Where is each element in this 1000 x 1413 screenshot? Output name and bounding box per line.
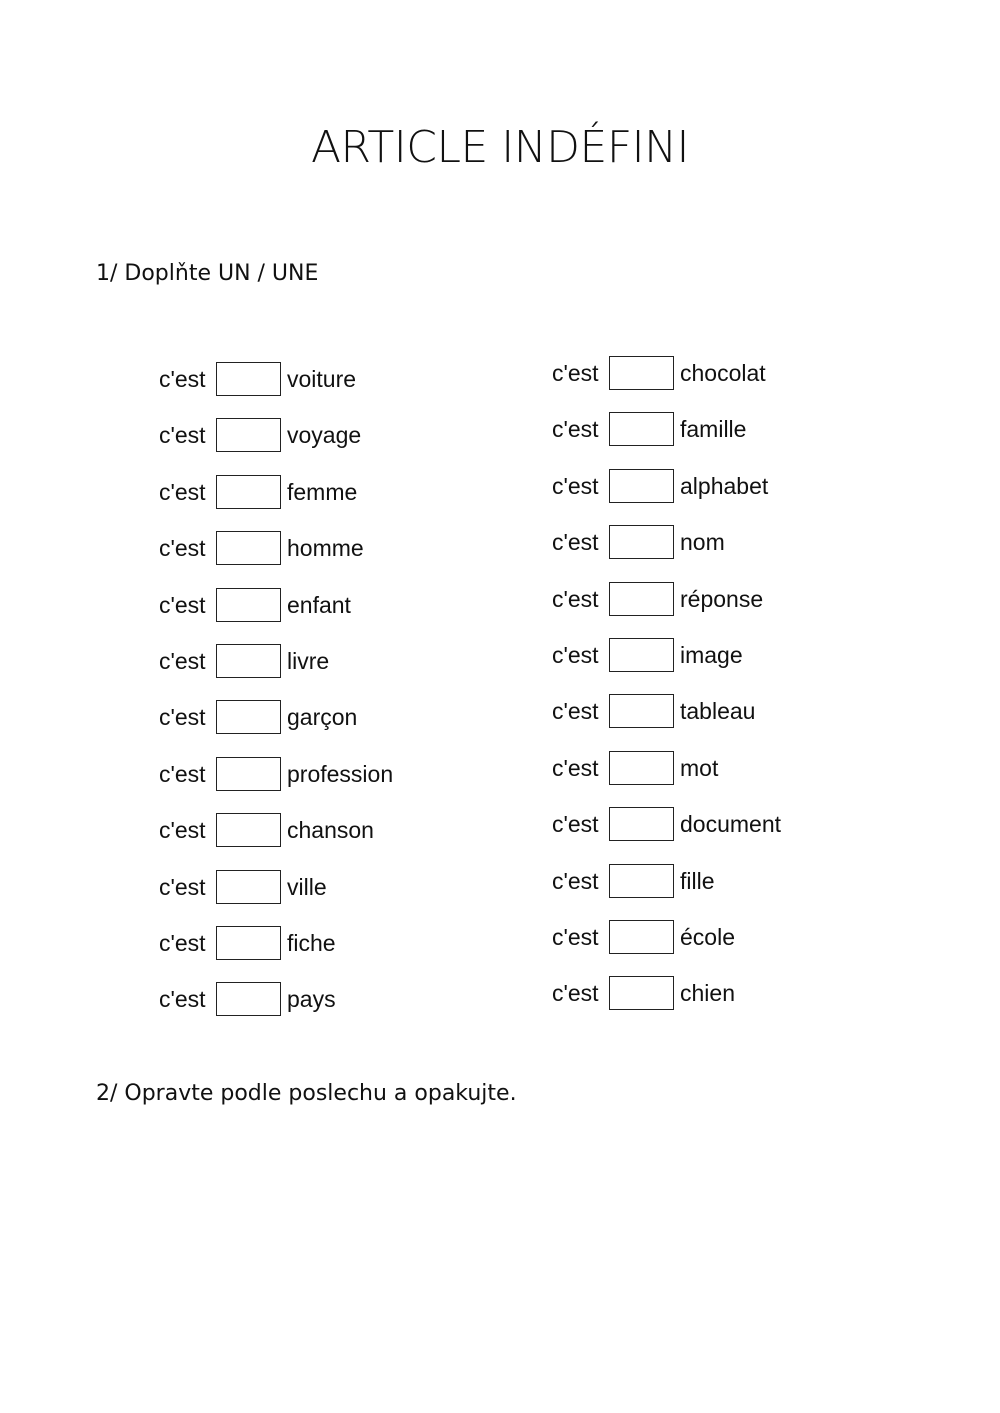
- cest-label: c'est: [159, 647, 206, 674]
- article-answer-input[interactable]: [216, 813, 281, 847]
- article-answer-input[interactable]: [216, 700, 281, 734]
- noun-label: fiche: [287, 929, 336, 956]
- cest-label: c'est: [552, 698, 599, 725]
- article-answer-input[interactable]: [609, 356, 674, 390]
- exercise-row: [552, 412, 872, 468]
- cest-label: c'est: [159, 760, 206, 787]
- exercise-row: [552, 751, 872, 807]
- exercise-row: [159, 757, 479, 813]
- article-answer-input[interactable]: [216, 418, 281, 452]
- noun-label: école: [680, 923, 735, 950]
- article-answer-input[interactable]: [216, 362, 281, 396]
- noun-label: livre: [287, 647, 330, 674]
- noun-label: voyage: [287, 422, 362, 449]
- exercise-row: [159, 531, 479, 587]
- article-answer-input[interactable]: [609, 864, 674, 898]
- article-answer-input[interactable]: [609, 469, 674, 503]
- article-answer-input[interactable]: [609, 638, 674, 672]
- cest-label: c'est: [552, 811, 599, 838]
- exercise-row: [552, 920, 872, 976]
- article-answer-input[interactable]: [216, 475, 281, 509]
- exercise-2-instruction: 2/ Opravte podle poslechu a opakujte.: [96, 1081, 517, 1106]
- cest-label: c'est: [159, 591, 206, 618]
- noun-label: chocolat: [680, 360, 766, 386]
- left-exercise-column: [159, 362, 479, 1039]
- cest-label: c'est: [552, 529, 599, 556]
- noun-label: image: [680, 641, 743, 668]
- article-answer-input[interactable]: [609, 976, 674, 1010]
- article-answer-input[interactable]: [216, 870, 281, 904]
- article-answer-input[interactable]: [216, 982, 281, 1016]
- exercise-row: [159, 475, 479, 531]
- cest-label: c'est: [159, 873, 206, 900]
- exercise-row: [552, 525, 872, 581]
- cest-label: c'est: [552, 416, 599, 443]
- noun-label: document: [680, 811, 782, 838]
- cest-label: c'est: [552, 867, 599, 894]
- cest-label: c'est: [159, 422, 206, 449]
- cest-label: c'est: [552, 923, 599, 950]
- noun-label: femme: [287, 478, 358, 505]
- article-answer-input[interactable]: [609, 412, 674, 446]
- noun-label: profession: [287, 760, 394, 787]
- noun-label: ville: [287, 873, 327, 900]
- noun-label: pays: [287, 986, 336, 1013]
- cest-label: c'est: [552, 980, 599, 1007]
- exercise-row: [159, 813, 479, 869]
- exercise-row: [552, 356, 872, 412]
- article-answer-input[interactable]: [216, 926, 281, 960]
- cest-label: c'est: [159, 478, 206, 505]
- exercise-1-instruction: 1/ Doplňte UN / UNE: [96, 261, 319, 286]
- cest-label: c'est: [159, 817, 206, 844]
- article-answer-input[interactable]: [216, 757, 281, 791]
- noun-label: fille: [680, 867, 715, 894]
- noun-label: tableau: [680, 698, 756, 725]
- article-answer-input[interactable]: [609, 525, 674, 559]
- exercise-row: [159, 644, 479, 700]
- exercise-row: [552, 469, 872, 525]
- noun-label: mot: [680, 754, 719, 781]
- cest-label: c'est: [159, 986, 206, 1013]
- cest-label: c'est: [159, 929, 206, 956]
- exercise-row: [159, 700, 479, 756]
- exercise-row: [552, 864, 872, 920]
- noun-label: enfant: [287, 591, 351, 618]
- article-answer-input[interactable]: [609, 694, 674, 728]
- right-exercise-column: [552, 356, 872, 1033]
- article-answer-input[interactable]: [216, 588, 281, 622]
- cest-label: c'est: [552, 754, 599, 781]
- noun-label: voiture: [287, 366, 357, 392]
- page-title: ARTICLE INDÉFINI: [310, 122, 690, 173]
- exercise-row: [552, 694, 872, 750]
- cest-label: c'est: [552, 641, 599, 668]
- article-answer-input[interactable]: [609, 920, 674, 954]
- cest-label: c'est: [552, 585, 599, 612]
- cest-label: c'est: [552, 360, 599, 386]
- exercise-row: [159, 926, 479, 982]
- article-answer-input[interactable]: [216, 531, 281, 565]
- noun-label: garçon: [287, 704, 358, 731]
- exercise-row: [552, 638, 872, 694]
- noun-label: famille: [680, 416, 747, 443]
- cest-label: c'est: [159, 704, 206, 731]
- exercise-row: [159, 870, 479, 926]
- exercise-row: [159, 362, 479, 418]
- article-answer-input[interactable]: [216, 644, 281, 678]
- exercise-row: [159, 418, 479, 474]
- noun-label: homme: [287, 535, 364, 562]
- cest-label: c'est: [159, 535, 206, 562]
- exercise-row: [159, 588, 479, 644]
- noun-label: alphabet: [680, 472, 769, 499]
- article-answer-input[interactable]: [609, 807, 674, 841]
- exercise-row: [552, 807, 872, 863]
- noun-label: réponse: [680, 585, 764, 612]
- article-answer-input[interactable]: [609, 582, 674, 616]
- noun-label: nom: [680, 529, 725, 556]
- exercise-row: [552, 582, 872, 638]
- exercise-row: [159, 982, 479, 1038]
- article-answer-input[interactable]: [609, 751, 674, 785]
- cest-label: c'est: [552, 472, 599, 499]
- cest-label: c'est: [159, 366, 206, 392]
- noun-label: chien: [680, 980, 735, 1007]
- noun-label: chanson: [287, 817, 374, 844]
- exercise-row: [552, 976, 872, 1032]
